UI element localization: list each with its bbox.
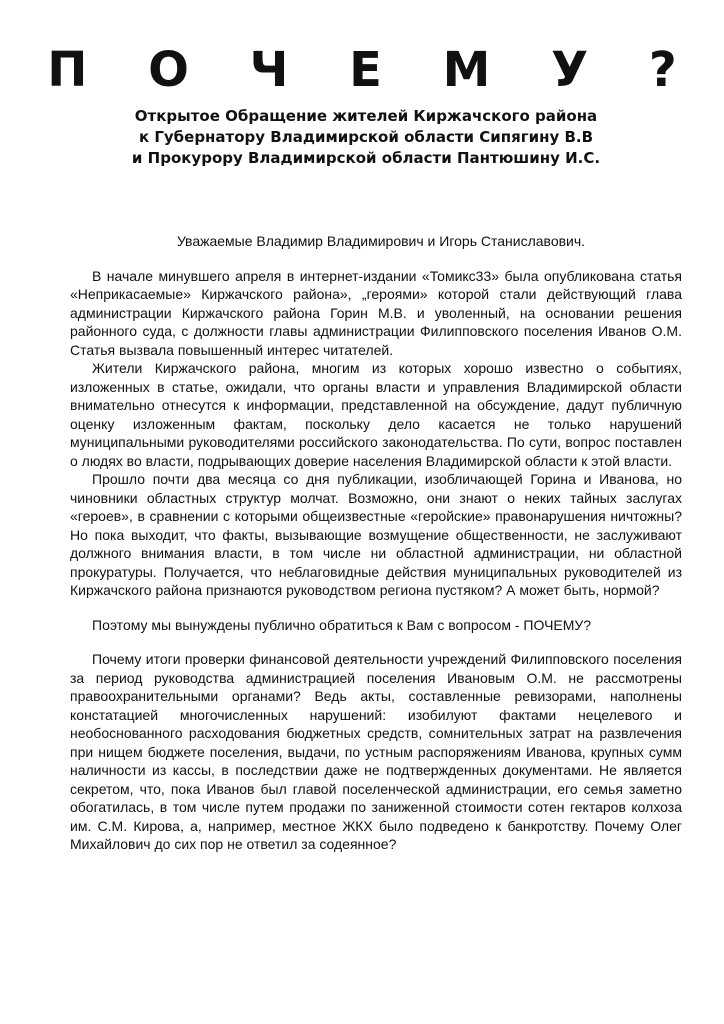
letter-body	[70, 232, 682, 854]
heading-line-2: к Губернатору Владимирской области Сипягину В.В	[138, 128, 594, 146]
paragraph-1: В начале минувшего апреля в интернет-издании «Томикс33» была опубликована статья «Неприкасаемые» Киржачского района», „героями» которой стали действующий глава администрации Киржачского района Горин М.В. и уволенный, на основании решения районного суда, с должности главы администрации Филипповского поселения Иванов О.М. Статья вызвала повышенный интерес читателей.	[70, 267, 682, 358]
closing-paragraph: Почему итоги проверки финансовой деятельности учреждений Филипповского поселения за период руководства администрацией поселения Ивановым О.М. не рассмотрены правоохранительными органами? Ведь акты, составленные ревизорами, наполнены констатацией многочисленных нарушений: изобилуют фактами нецелевого и необоснованного расходования бюджетных средств, сомнительных затрат на развлечения при нищем бюджете поселения, выдачи, по устным распоряжениям Иванова, крупных сумм наличности из кассы, в последствии даже не подтвержденных документами. Не является секретом, что, пока Иванов был главой поселенческой администрации, его семья заметно обогатилась, в том числе путем продажи по заниженной стоимости сотен гектаров колхоза им. С.М. Кирова, а, например, местное ЖКХ было подведено к банкротству. Почему Олег Михайлович до сих пор не ответил за содеянное?	[70, 651, 682, 852]
heading-line-3: и Прокурору Владимирской области Пантюшину И.С.	[131, 149, 601, 167]
question-line: Поэтому мы вынуждены публично обратиться к Вам с вопросом - ПОЧЕМУ?	[92, 616, 592, 633]
paragraph-2: Жители Киржачского района, многим из которых хорошо известно о событиях, изложенных в статье, ожидали, что органы власти и управления Владимирской области внимательно отнесутся к информации, представленной на обсуждение, дадут публичную оценку изложенным фактам, поскольку дело касается не только нарушений муниципальными руководителями российского законодательства. По сути, вопрос поставлен о людях во власти, подрывающих доверие населения Владимирской области к этой власти.	[70, 360, 682, 469]
salutation: Уважаемые Владимир Владимирович и Игорь Станиславович.	[176, 233, 586, 249]
page-title: П О Ч Е М У ?	[47, 42, 699, 98]
heading-line-1: Открытое Обращение жителей Киржачского района	[134, 107, 598, 125]
letter-heading	[0, 106, 724, 169]
paragraph-3: Прошло почти два месяца со дня публикации, изобличающей Горина и Иванова, но чиновники областных структур молчат. Возможно, они знают о неких тайных заслугах «героев», в сравнении с которыми общеизвестные «геройские» правонарушения ничтожны? Но пока выходит, что факты, вызывающие возмущение общественности, не заслуживают должного внимания власти, в том числе ни областной администрации, ни областной прокуратуры. Получается, что неблаговидные действия муниципальных руководителей из Киржачского района признаются руководством региона пустяком? А может быть, нормой?	[70, 471, 682, 598]
